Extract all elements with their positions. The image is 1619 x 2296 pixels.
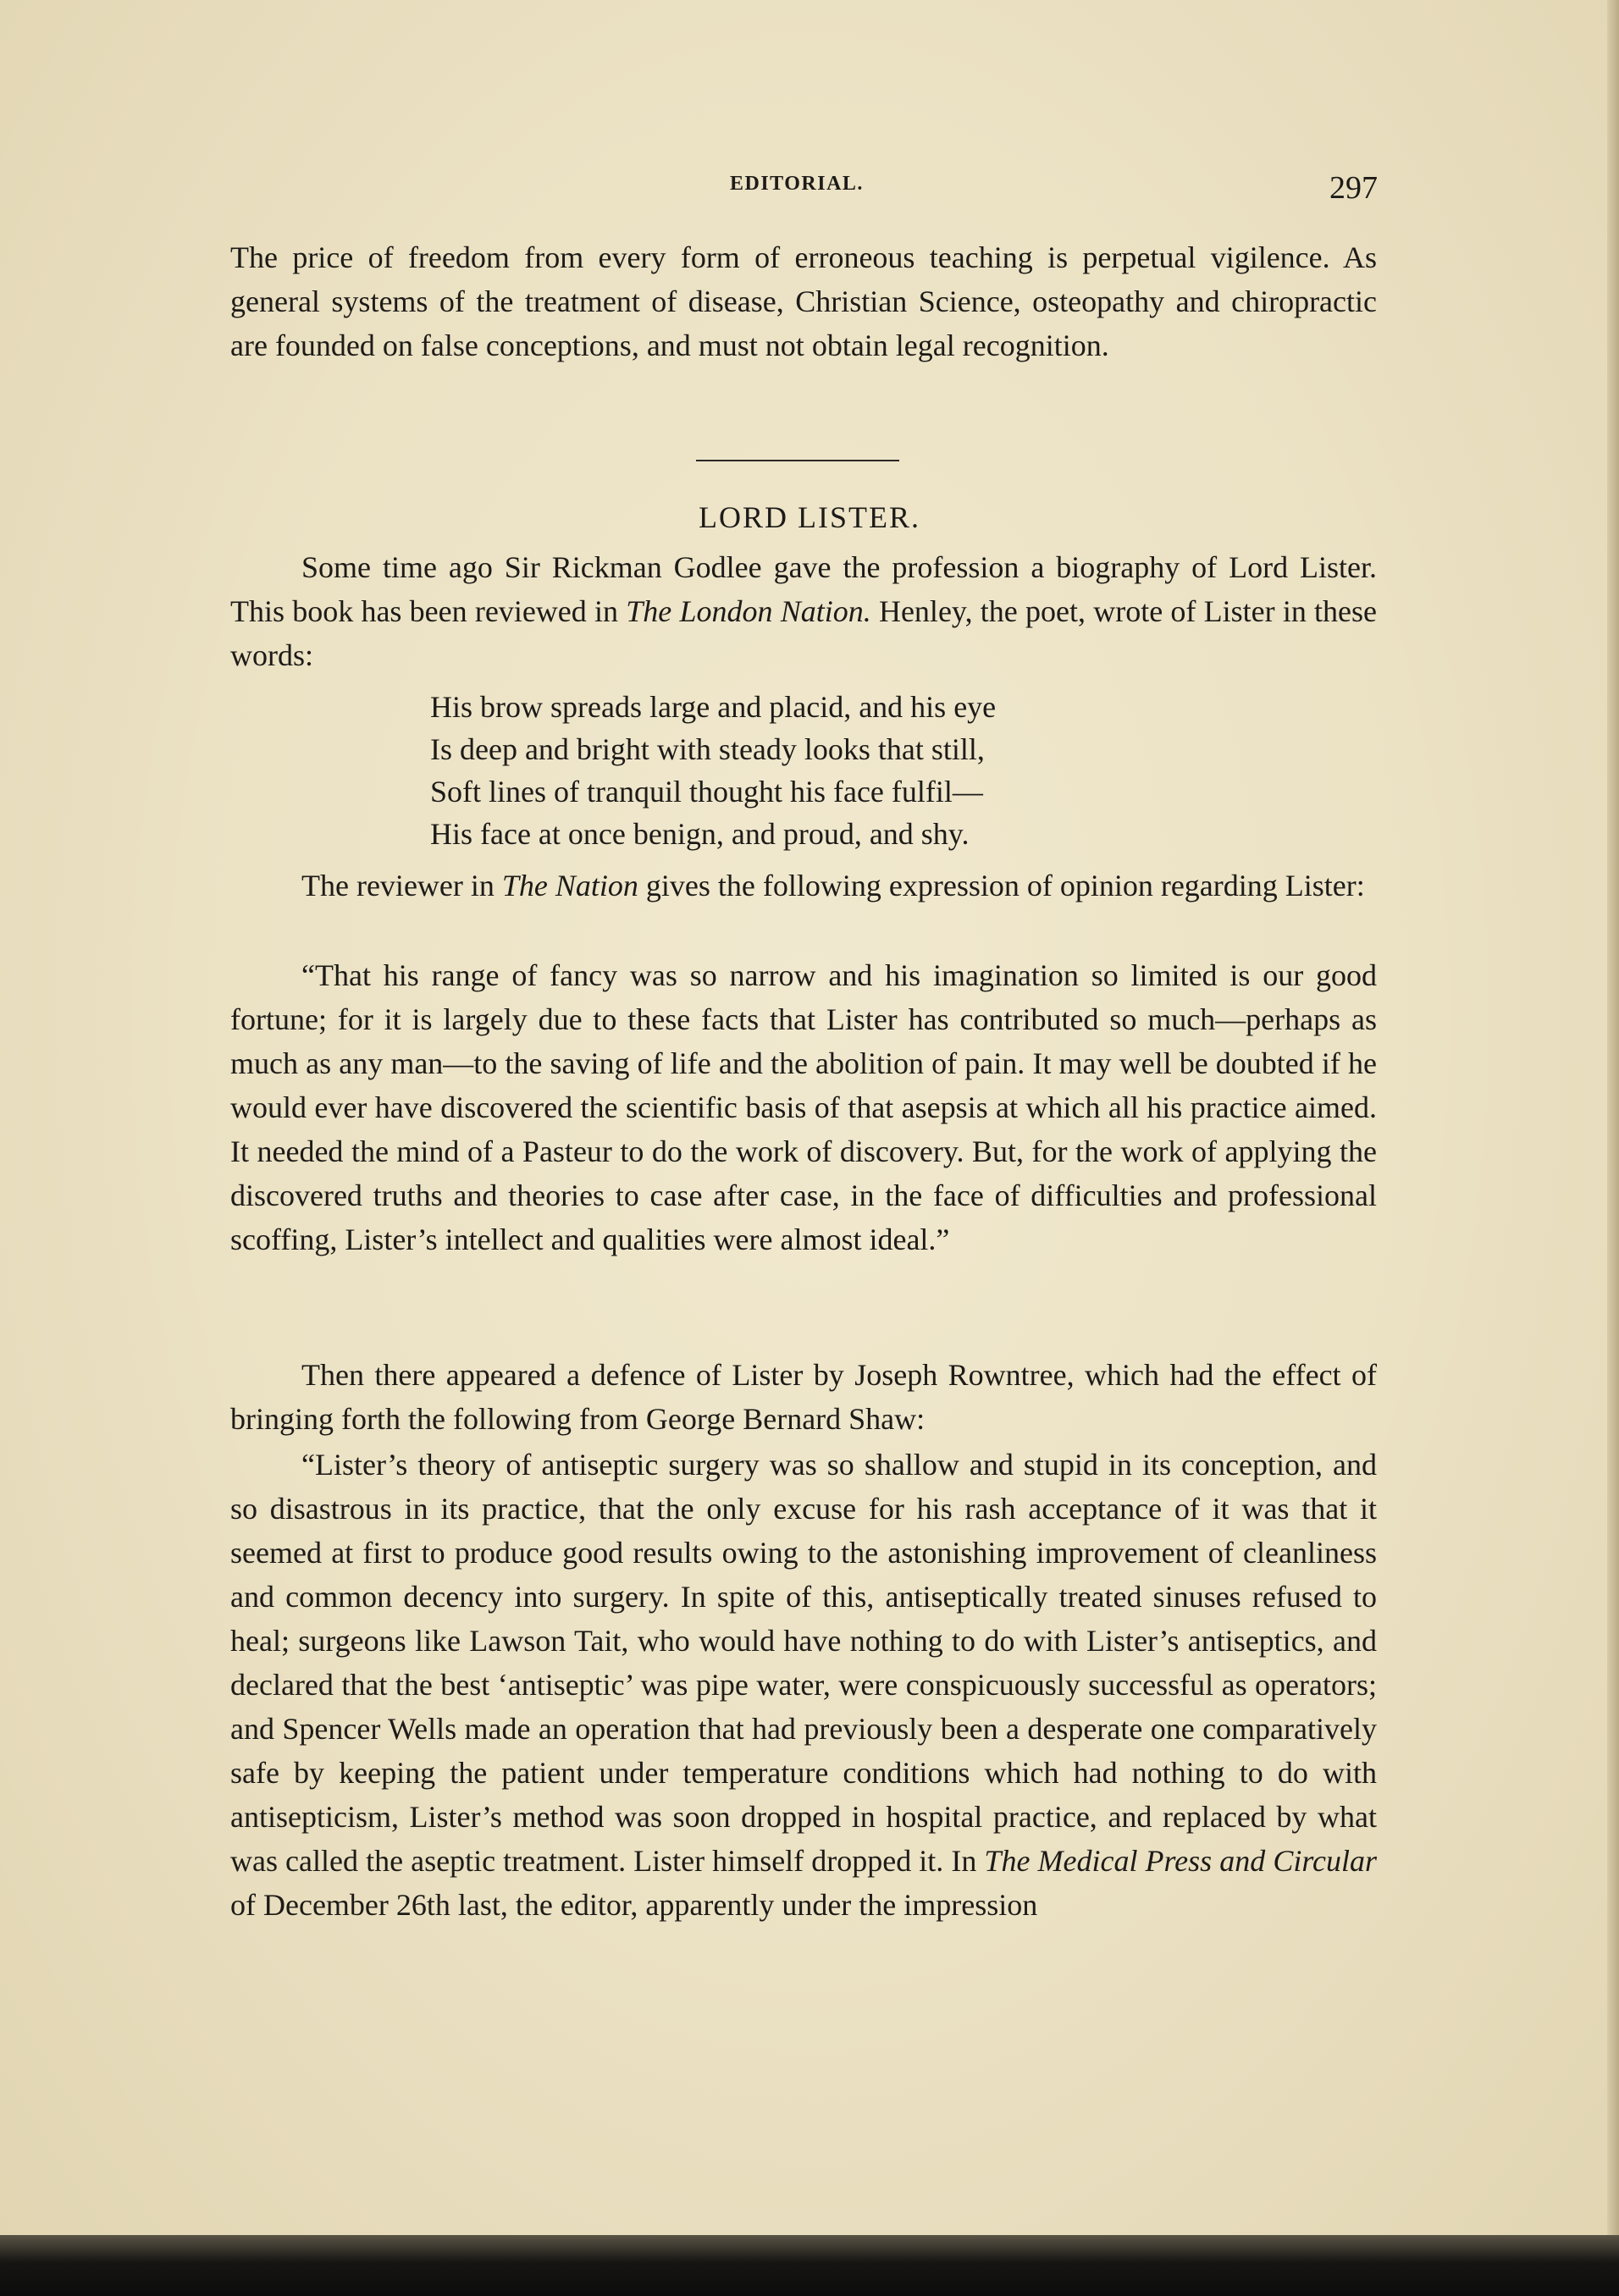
- poem-line: Is deep and bright with steady looks that still,: [430, 732, 985, 766]
- paragraph-1-text-a: Some time ago Sir Rickman Godlee gave the profession a biography of Lord Lister. This book has been reviewed in: [230, 550, 1377, 628]
- paragraph-2-italic: The Nation: [501, 869, 638, 902]
- section-title: LORD LISTER.: [699, 500, 920, 534]
- quote-1-text: “That his range of fancy was so narrow and his imagination so limited is our good fortune; for it is largely due to these facts that Lister has contributed so much—perhaps as much as any man—to the saving of life and the abolition of pain. It may well be doubted if he would ever have discovered the scientific basis of that asepsis at which all his practice aimed. It needed the mind of a Pasteur to do the work of discovery. But, for the work of applying the discovered truths and theories to case after case, in the face of difficulties and professional scoffing, Lister’s intellect and qualities were almost ideal.”: [230, 958, 1377, 1256]
- quote-2-italic: The Medical Press and Circular: [984, 1844, 1377, 1878]
- poem-line: Soft lines of tranquil thought his face fulfil—: [430, 775, 983, 809]
- paragraph-2: [230, 864, 1377, 908]
- quote-2: [230, 1443, 1377, 1927]
- poem: [430, 686, 1277, 855]
- page-edge: [1607, 0, 1619, 2252]
- page-header: [0, 169, 1619, 212]
- page-number: 297: [1329, 170, 1378, 206]
- paragraph-1-text-b: Henley, the poet, wrote of Lister in these words:: [230, 594, 1378, 672]
- quote-2-text-a: “Lister’s theory of antiseptic surgery was so shallow and stupid in its conception, and so disastrous in its practice, that the only excuse for his rash acceptance of it was that it seemed at first to produce good results owing to the astonishing improvement of cleanliness and common decency into surgery. In spite of this, antiseptically treated sinuses refused to heal; surgeons like Lawson Tait, who would have nothing to do with Lister’s antiseptics, and declared that the best ‘antiseptic’ was pipe water, were conspicuously successful as operators; and Spencer Wells made an operation that had previously been a desperate one comparatively safe by keeping the patient under temperature conditions which had nothing to do with antisepticism, Lister’s method was soon dropped in hospital practice, and replaced by what was called the aseptic treatment. Lister himself dropped it. In: [230, 1448, 1377, 1878]
- section-divider: [696, 460, 899, 461]
- paragraph-1-italic: The London Nation.: [626, 594, 871, 628]
- quote-2-text-b: of December 26th last, the editor, apparently under the impression: [230, 1888, 1038, 1922]
- paragraph-3: [230, 1353, 1377, 1441]
- paragraph-2-text-a: The reviewer in: [301, 869, 502, 902]
- paragraph-2-text-b: gives the following expression of opinion regarding Lister:: [638, 869, 1365, 902]
- bottom-shadow: [0, 2235, 1619, 2296]
- poem-line: His brow spreads large and placid, and his eye: [430, 690, 997, 724]
- paragraph-3-text: Then there appeared a defence of Lister by Joseph Rowntree, which had the effect of bringing forth the following from George Bernard Shaw:: [230, 1358, 1377, 1436]
- running-head: EDITORIAL.: [730, 173, 864, 195]
- paragraph-1: [230, 545, 1377, 677]
- intro-paragraph-block: [230, 235, 1377, 367]
- quote-1: [230, 953, 1377, 1261]
- intro-paragraph: The price of freedom from every form of erroneous teaching is perpetual vigilence. As general systems of the treatment of disease, Christian Science, osteopathy and chiropractic are founded on false conceptions, and must not obtain legal recognition.: [230, 240, 1377, 362]
- poem-line: His face at once benign, and proud, and shy.: [430, 817, 970, 851]
